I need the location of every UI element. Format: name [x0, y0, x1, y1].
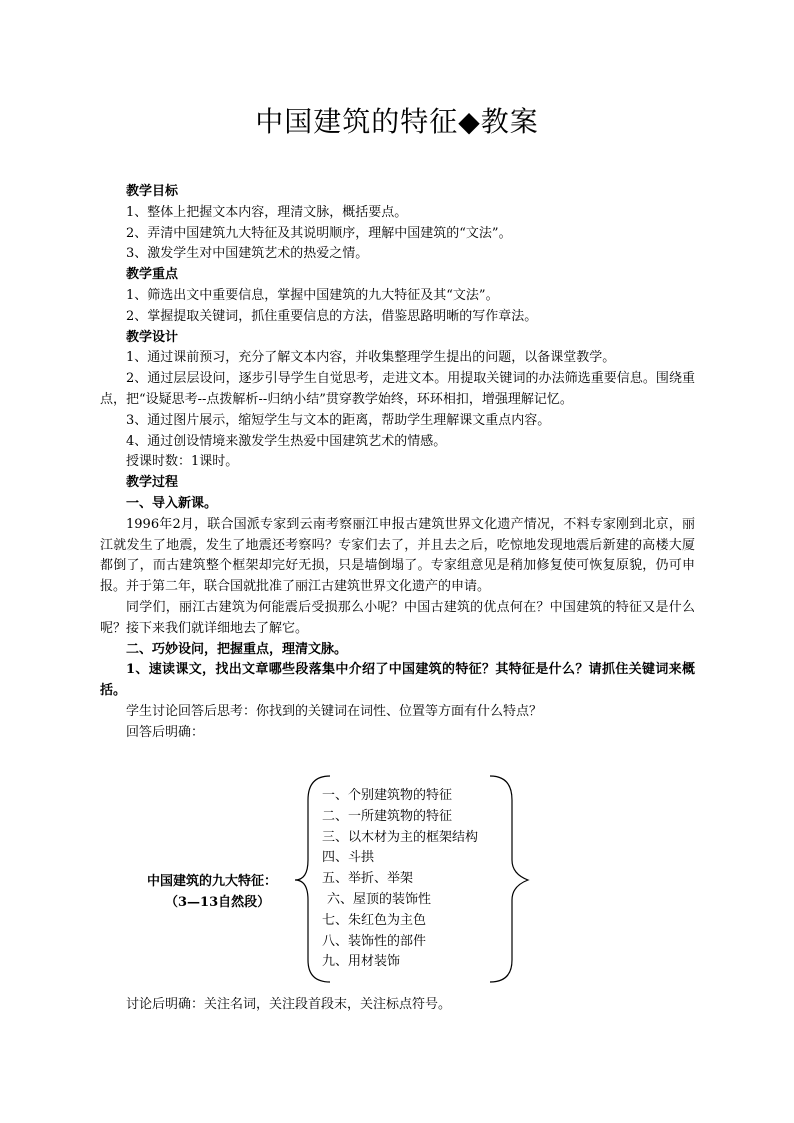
heading-step-2: 二、巧妙设问，把握重点，理清文脉。	[126, 641, 348, 657]
step2-question: 1、速读课文，找出文章哪些段落集中介绍了中国建筑的特征？其特征是什么？请抓住关键词来概括。	[100, 662, 695, 699]
key-item: 1、筛选出文中重要信息，掌握中国建筑的九大特征及其“文法”。	[126, 287, 499, 303]
design-item: 授课时数：1课时。	[126, 454, 239, 470]
features-list	[322, 786, 478, 973]
heading-step-1: 一、导入新课。	[126, 495, 218, 511]
heading-teaching-goals: 教学目标	[126, 184, 179, 199]
feature-item: 八、装饰性的部件	[322, 933, 427, 949]
step1-paragraph: 同学们，丽江古建筑为何能震后受损那么小呢？中国古建筑的优点何在？中国建筑的特征又是什么呢？接下来我们就详细地去了解它。	[100, 599, 695, 636]
goal-item: 1、整体上把握文本内容，理清文脉，概括要点。	[126, 204, 408, 220]
feature-item: 二、一所建筑物的特征	[322, 808, 453, 824]
goal-item: 3、激发学生对中国建筑艺术的热爱之情。	[126, 246, 369, 262]
feature-item: 九、用材装饰	[322, 954, 401, 970]
diagram-label: 中国建筑的九大特征：	[147, 874, 278, 889]
step2-paragraph: 学生讨论回答后思考：你找到的关键词在词性、位置等方面有什么特点？	[126, 703, 543, 719]
design-item: 1、通过课前预习，充分了解文本内容，并收集整理学生提出的问题，以备课堂教学。	[126, 350, 616, 366]
step2-paragraph: 回答后明确：	[126, 724, 205, 740]
heading-teaching-process: 教学过程	[126, 475, 179, 491]
discussion-conclusion: 讨论后明确：关注名词，关注段首段末，关注标点符号。	[126, 997, 452, 1012]
heading-teaching-key: 教学重点	[126, 267, 179, 283]
feature-item: 六、屋顶的装饰性	[327, 891, 432, 907]
goal-item: 2、弄清中国建筑九大特征及其说明顺序，理解中国建筑的“文法”。	[126, 225, 512, 241]
step1-paragraph: 1996年2月，联合国派专家到云南考察丽江申报古建筑世界文化遗产情况，不料专家刚到北京，丽江就发生了地震，发生了地震还考察吗？专家们去了，并且去之后，吃惊地发现地震后新建的高楼大厦都倒了，而古建筑整个框架却完好无损，只是墙倒塌了。专家组意见是稍加修复使可恢复原貌，仍可申报。并于第二年，联合国就批准了丽江古建筑世界文化遗产的申请。	[100, 516, 695, 595]
feature-item: 五、举折、举架	[322, 871, 414, 887]
design-item: 4、通过创设情境来激发学生热爱中国建筑艺术的情感。	[126, 433, 447, 449]
feature-item: 七、朱红色为主色	[322, 912, 427, 928]
diagram-sublabel: （3—13自然段）	[165, 895, 271, 910]
document-body	[100, 182, 695, 744]
heading-teaching-design: 教学设计	[126, 329, 179, 345]
feature-item: 一、个别建筑物的特征	[322, 788, 453, 803]
features-diagram	[140, 770, 560, 990]
design-item: 2、通过层层设问，逐步引导学生自觉思考，走进文本。用提取关键词的办法筛选重要信息。围绕重点，把“设疑思考--点拨解析--归纳小结”贯穿教学始终，环环相扣，增强理解记忆。	[100, 371, 695, 407]
right-brace	[490, 776, 528, 982]
feature-item: 三、以木材为主的框架结构	[322, 829, 479, 845]
document-title: 中国建筑的特征◆教案	[255, 105, 539, 138]
design-item: 3、通过图片展示，缩短学生与文本的距离，帮助学生理解课文重点内容。	[126, 412, 551, 428]
key-item: 2、掌握提取关键词，抓住重要信息的方法，借鉴思路明晰的写作章法。	[126, 308, 538, 324]
feature-item: 四、斗拱	[322, 850, 375, 866]
